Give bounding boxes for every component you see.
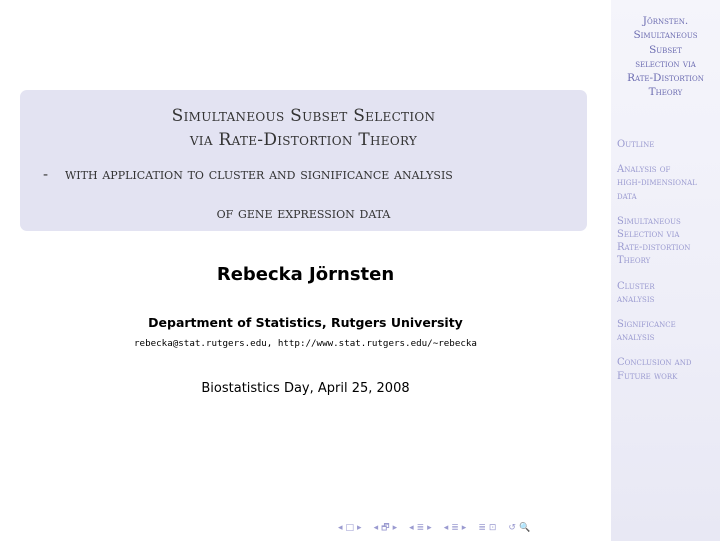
title-line-2: via Rate-Distortion Theory xyxy=(189,130,418,150)
sidebar-title-line: Subset xyxy=(649,43,682,56)
document-icon[interactable]: ⊡ xyxy=(488,523,497,533)
appendix-icon[interactable]: ≣ xyxy=(478,523,486,533)
event-date: Biostatistics Day, April 25, 2008 xyxy=(201,381,410,396)
sidebar-title-line: Jörnsten. xyxy=(642,15,689,27)
sidebar-title-line: Theory xyxy=(648,86,683,99)
title-line-1: Simultaneous Subset Selection xyxy=(171,106,436,126)
nav-prev-frame-icon[interactable]: ◂ xyxy=(338,523,343,533)
sidebar-item-outline[interactable]: Outline xyxy=(617,139,655,150)
nav-next-subsection-icon[interactable]: ▸ xyxy=(392,523,398,533)
sidebar-title-line: Rate-Distortion xyxy=(627,72,704,85)
sidebar xyxy=(611,0,720,541)
title-block xyxy=(20,90,587,231)
sidebar-item-significance-analysis[interactable]: Significance analysis xyxy=(617,319,676,344)
subtitle-line-2: of gene expression data xyxy=(216,204,391,222)
nav-next-frame-icon[interactable]: ▸ xyxy=(357,523,362,533)
subsection-icon[interactable]: 🗗 xyxy=(381,523,390,533)
part-icon[interactable]: ≣ xyxy=(451,523,459,533)
nav-prev-section-icon[interactable]: ◂ xyxy=(409,523,414,533)
sidebar-nav xyxy=(617,138,719,395)
sidebar-item-analysis[interactable]: Analysis of high-dimensional data xyxy=(617,164,697,202)
sidebar-item-simultaneous-selection[interactable]: Simultaneous Selection via Rate-distortion Theory xyxy=(617,215,691,267)
search-icon[interactable]: 🔍 xyxy=(518,523,531,533)
nav-prev-part-icon[interactable]: ◂ xyxy=(443,523,449,533)
beamer-navigation-bar xyxy=(338,521,530,535)
section-icon[interactable]: ≣ xyxy=(416,523,425,533)
sidebar-item-conclusion[interactable]: Conclusion and Future work xyxy=(617,357,692,382)
contact-info: rebecka@stat.rutgers.edu, http://www.stat.rutgers.edu/∼rebecka xyxy=(134,338,477,349)
author-name: Rebecka Jörnsten xyxy=(216,264,395,285)
department: Department of Statistics, Rutgers University xyxy=(148,315,463,330)
sidebar-item-cluster-analysis[interactable]: Cluster analysis xyxy=(617,280,655,305)
frame-icon[interactable]: □ xyxy=(345,523,355,533)
nav-next-part-icon[interactable]: ▸ xyxy=(461,523,467,533)
sidebar-title-line: selection via xyxy=(635,57,696,70)
subtitle-line-1: with application to cluster and significance analysis xyxy=(65,165,453,183)
subtitle-dash: - xyxy=(43,165,49,183)
back-icon[interactable]: ↺ xyxy=(508,523,516,533)
sidebar-title[interactable] xyxy=(611,14,720,100)
nav-prev-subsection-icon[interactable]: ◂ xyxy=(373,523,379,533)
nav-next-section-icon[interactable]: ▸ xyxy=(427,523,432,533)
sidebar-title-line: Simultaneous xyxy=(633,29,698,42)
